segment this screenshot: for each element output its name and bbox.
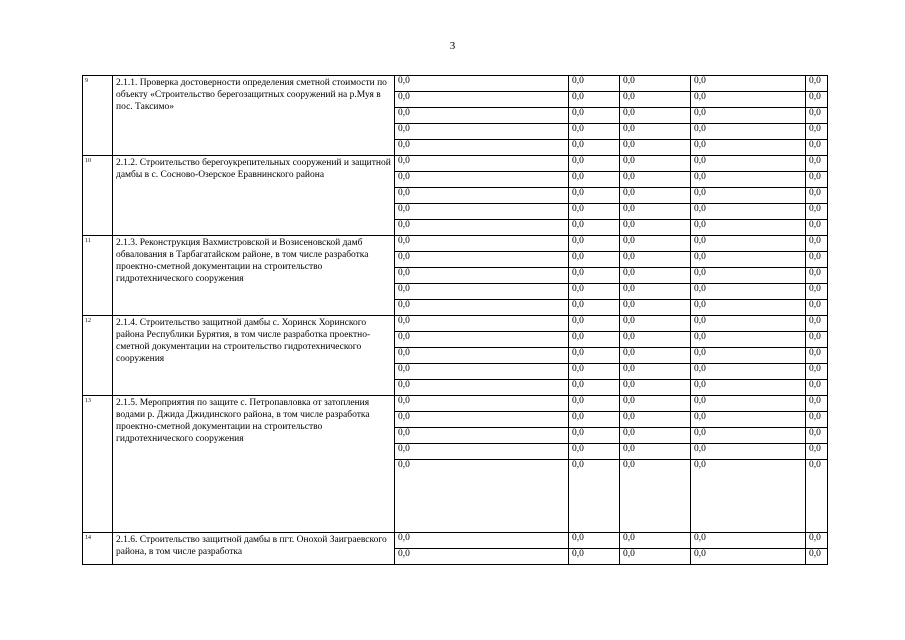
value-cell: 0,0: [569, 396, 620, 412]
value-cell: 0,0: [395, 444, 569, 460]
value-cell: 0,0: [620, 300, 691, 316]
value-cell: 0,0: [691, 220, 806, 236]
value-cell: 0,0: [806, 380, 828, 396]
value-cell: 0,0: [395, 316, 569, 332]
value-cell: 0,0: [569, 188, 620, 204]
value-cell: 0,0: [395, 188, 569, 204]
table-row: [83, 156, 828, 172]
value-cell: 0,0: [806, 364, 828, 380]
value-cell: 0,0: [806, 316, 828, 332]
value-cell: 0,0: [395, 124, 569, 140]
value-cell: 0,0: [691, 300, 806, 316]
value-cell: 0,0: [620, 156, 691, 172]
value-cell: 0,0: [569, 380, 620, 396]
value-cell: 0,0: [395, 533, 569, 549]
value-cell: 0,0: [395, 549, 569, 565]
value-cell: 0,0: [691, 460, 806, 533]
page-number: 3: [449, 40, 456, 52]
value-cell: 0,0: [691, 76, 806, 92]
value-cell: 0,0: [620, 140, 691, 156]
value-cell: 0,0: [395, 252, 569, 268]
measure-description: 2.1.5. Мероприятия по защите с. Петропавловка от затопления водами р. Джида Джидинского района, в том числе разработка проектно-сметной документации на строительство гидротехнического сооружения: [113, 396, 395, 533]
value-cell: 0,0: [395, 428, 569, 444]
value-cell: 0,0: [620, 188, 691, 204]
value-cell: 0,0: [806, 332, 828, 348]
value-cell: 0,0: [806, 156, 828, 172]
value-cell: 0,0: [691, 140, 806, 156]
value-cell: 0,0: [569, 348, 620, 364]
value-cell: 0,0: [395, 284, 569, 300]
value-cell: 0,0: [620, 252, 691, 268]
value-cell: 0,0: [691, 380, 806, 396]
value-cell: 0,0: [806, 444, 828, 460]
value-cell: 0,0: [569, 364, 620, 380]
table-row: [83, 316, 828, 332]
value-cell: 0,0: [620, 124, 691, 140]
value-cell: 0,0: [806, 268, 828, 284]
value-cell: 0,0: [395, 172, 569, 188]
value-cell: 0,0: [691, 444, 806, 460]
value-cell: 0,0: [691, 156, 806, 172]
value-cell: 0,0: [620, 92, 691, 108]
value-cell: 0,0: [620, 316, 691, 332]
value-cell: 0,0: [395, 92, 569, 108]
value-cell: 0,0: [806, 533, 828, 549]
value-cell: 0,0: [395, 412, 569, 428]
value-cell: 0,0: [569, 549, 620, 565]
value-cell: 0,0: [806, 460, 828, 533]
value-cell: 0,0: [569, 460, 620, 533]
value-cell: 0,0: [620, 428, 691, 444]
value-cell: 0,0: [620, 236, 691, 252]
value-cell: 0,0: [620, 268, 691, 284]
measure-description: 2.1.4. Строительство защитной дамбы с. Хоринск Хоринского района Республики Бурятия, в том числе разработка проектно-сметной документации на строительство гидротехнического сооружения: [113, 316, 395, 396]
table-row: [83, 236, 828, 252]
row-number: 12: [83, 316, 113, 396]
value-cell: 0,0: [806, 220, 828, 236]
value-cell: 0,0: [806, 172, 828, 188]
value-cell: 0,0: [569, 300, 620, 316]
value-cell: 0,0: [569, 140, 620, 156]
value-cell: 0,0: [569, 252, 620, 268]
value-cell: 0,0: [569, 156, 620, 172]
value-cell: 0,0: [569, 124, 620, 140]
measure-description: 2.1.6. Строительство защитной дамбы в пгт. Онохой Заиграевского района, в том числе разработка: [113, 533, 395, 565]
value-cell: 0,0: [569, 220, 620, 236]
value-cell: 0,0: [620, 412, 691, 428]
value-cell: 0,0: [806, 549, 828, 565]
value-cell: 0,0: [569, 236, 620, 252]
value-cell: 0,0: [569, 316, 620, 332]
value-cell: 0,0: [691, 268, 806, 284]
value-cell: 0,0: [691, 412, 806, 428]
measure-description: 2.1.3. Реконструкция Вахмистровской и Возисеновской дамб обвалования в Тарбагатайском районе, в том числе разработка проектно-сметной документации на строительство гидротехнического сооружения: [113, 236, 395, 316]
value-cell: 0,0: [569, 332, 620, 348]
value-cell: 0,0: [569, 172, 620, 188]
value-cell: 0,0: [806, 108, 828, 124]
value-cell: 0,0: [691, 252, 806, 268]
value-cell: 0,0: [691, 364, 806, 380]
value-cell: 0,0: [395, 220, 569, 236]
value-cell: 0,0: [806, 412, 828, 428]
value-cell: 0,0: [691, 108, 806, 124]
value-cell: 0,0: [620, 332, 691, 348]
value-cell: 0,0: [691, 316, 806, 332]
value-cell: 0,0: [620, 348, 691, 364]
value-cell: 0,0: [806, 76, 828, 92]
value-cell: 0,0: [395, 156, 569, 172]
value-cell: 0,0: [620, 380, 691, 396]
value-cell: 0,0: [395, 300, 569, 316]
value-cell: 0,0: [395, 76, 569, 92]
value-cell: 0,0: [806, 124, 828, 140]
value-cell: 0,0: [691, 332, 806, 348]
value-cell: 0,0: [395, 236, 569, 252]
row-number: 9: [83, 76, 113, 156]
value-cell: 0,0: [806, 204, 828, 220]
value-cell: 0,0: [691, 549, 806, 565]
table-row: [83, 76, 828, 92]
value-cell: 0,0: [806, 428, 828, 444]
value-cell: 0,0: [569, 204, 620, 220]
value-cell: 0,0: [569, 92, 620, 108]
value-cell: 0,0: [395, 268, 569, 284]
value-cell: 0,0: [691, 124, 806, 140]
value-cell: 0,0: [806, 284, 828, 300]
value-cell: 0,0: [806, 92, 828, 108]
value-cell: 0,0: [395, 348, 569, 364]
value-cell: 0,0: [395, 380, 569, 396]
value-cell: 0,0: [806, 140, 828, 156]
budget-table: [82, 75, 828, 565]
value-cell: 0,0: [620, 220, 691, 236]
value-cell: 0,0: [395, 364, 569, 380]
value-cell: 0,0: [691, 172, 806, 188]
value-cell: 0,0: [395, 332, 569, 348]
value-cell: 0,0: [806, 396, 828, 412]
value-cell: 0,0: [569, 412, 620, 428]
row-number: 13: [83, 396, 113, 533]
value-cell: 0,0: [620, 204, 691, 220]
value-cell: 0,0: [569, 533, 620, 549]
value-cell: 0,0: [569, 444, 620, 460]
value-cell: 0,0: [691, 92, 806, 108]
value-cell: 0,0: [806, 188, 828, 204]
value-cell: 0,0: [620, 396, 691, 412]
value-cell: 0,0: [569, 268, 620, 284]
value-cell: 0,0: [691, 348, 806, 364]
value-cell: 0,0: [395, 140, 569, 156]
value-cell: 0,0: [806, 236, 828, 252]
value-cell: 0,0: [569, 428, 620, 444]
value-cell: 0,0: [620, 549, 691, 565]
value-cell: 0,0: [691, 236, 806, 252]
value-cell: 0,0: [569, 108, 620, 124]
value-cell: 0,0: [620, 108, 691, 124]
value-cell: 0,0: [806, 300, 828, 316]
value-cell: 0,0: [691, 533, 806, 549]
table-row: [83, 533, 828, 549]
value-cell: 0,0: [569, 76, 620, 92]
value-cell: 0,0: [620, 284, 691, 300]
value-cell: 0,0: [395, 460, 569, 533]
value-cell: 0,0: [395, 396, 569, 412]
value-cell: 0,0: [620, 172, 691, 188]
row-number: 14: [83, 533, 113, 565]
value-cell: 0,0: [620, 444, 691, 460]
table-row: [83, 396, 828, 412]
value-cell: 0,0: [620, 364, 691, 380]
value-cell: 0,0: [691, 204, 806, 220]
value-cell: 0,0: [691, 428, 806, 444]
value-cell: 0,0: [691, 284, 806, 300]
row-number: 11: [83, 236, 113, 316]
value-cell: 0,0: [691, 188, 806, 204]
measure-description: 2.1.1. Проверка достоверности определения сметной стоимости по объекту «Строительство берегозащитных сооружений на р.Муя в пос. Таксимо»: [113, 76, 395, 156]
measure-description: 2.1.2. Строительство берегоукрепительных сооружений и защитной дамбы в с. Сосново-Озерское Еравнинского района: [113, 156, 395, 236]
row-number: 10: [83, 156, 113, 236]
value-cell: 0,0: [620, 460, 691, 533]
value-cell: 0,0: [806, 348, 828, 364]
value-cell: 0,0: [620, 76, 691, 92]
value-cell: 0,0: [691, 396, 806, 412]
value-cell: 0,0: [395, 108, 569, 124]
value-cell: 0,0: [620, 533, 691, 549]
value-cell: 0,0: [395, 204, 569, 220]
value-cell: 0,0: [569, 284, 620, 300]
value-cell: 0,0: [806, 252, 828, 268]
